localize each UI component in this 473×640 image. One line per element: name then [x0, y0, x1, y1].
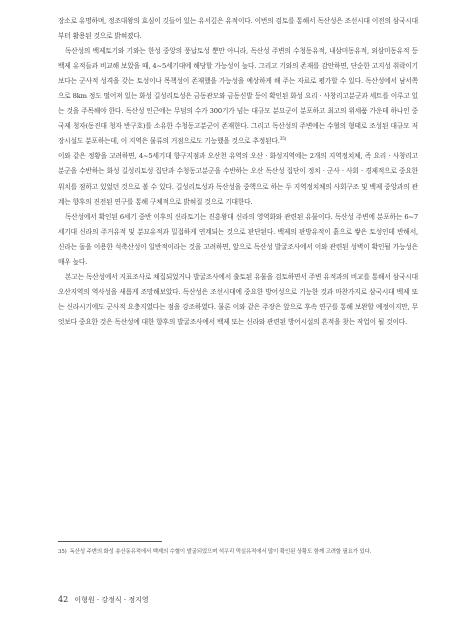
paragraph-3: 이와 같은 정황을 고려하면, 4~5세기대 향구지점과 오산천 유역의 오산 · 화성지역에는 2개의 지역정치체, 즉 요리 · 사창리고분군을 수반하는 화성 길성리토성 집단과 수청동고분군을 수반하는 오산 독산성 집단이 정치 · 군사 · 사회 · 경제적으로 중요한 위치를 점하고 있었던 것으로 볼 수 있다. 길성리토성과 독산성을 중핵으로 하는 두 지역정치체의 사회구조 및 백제 중앙과의 관계는 향후의 진전된 연구를 통해 구체적으로 밝혀질 것으로 기대한다. — [58, 152, 418, 206]
paragraph-2-text: 독산성의 백제토기와 기와는 한성 중앙의 풍납토성 뿐만 아니라, 독산성 주변의 수청동유적, 내삼미동유적, 외삼미동유적 등 백제 유적들과 비교해 보았을 때, 4~5세기대에 해당할 가능성이 높다. 그리고 기와의 존재를 감안하면, 단순한 고지성 취락이기 보다는 군사적 성격을 갖는 토성이나 목책성이 존재했을 가능성을 예상하게 해 주는 자료로 평가할 수 있다. 독산성에서 남서쪽으로 8km 정도 떨어져 있는 화성 길성리토성은 금동관모와 금동신발 등이 확인된 화성 요리 · 사창리고분군과 세트를 이루고 있는 것을 주목해야 한다. 독산성 인근에는 무덤의 수가 300기가 넘는 대규모 분묘군이 분포하고 최고의 위세품 가운데 하나인 중국제 청자(동진대 청자 반구호)를 소유한 수청동고분군이 존재한다. 그리고 독산성의 주변에는 수혈의 형태로 조성된 대규모 저장시설도 분포하는데, 이 지역은 물류의 거점으로도 기능했을 것으로 추정된다. — [58, 47, 418, 146]
footer-authors: 이형원 · 강정식 · 정지영 — [74, 596, 149, 604]
paragraph-4: 독산성에서 확인된 6세기 중반 이후의 신라토기는 진흥왕대 신라의 영역화와 관련된 유물이다. 독산성 주변에 분포하는 6~7세기대 신라의 주거유적 및 분묘유적과 밀접하게 연계되는 것으로 판단된다. 백제의 판방유적이 흙으로 쌓은 토성인데 반해서, 신라는 돌을 이용한 석축산성이 일반적이라는 것을 고려하면, 앞으로 독산성 발굴조사에서 이와 관련된 성벽이 확인될 가능성은 매우 높다. — [58, 212, 418, 266]
footnote-divider — [58, 541, 162, 542]
paragraph-1: 장소로 유명하며, 정조대왕의 효심이 깃들어 있는 유서깊은 유적이다. 이번의 검토를 통해서 독산성은 조선시대 이전의 삼국시대부터 활용된 것으로 밝혀졌다. — [58, 17, 418, 41]
footnote-number: 35) — [58, 549, 67, 555]
paragraph-2 — [58, 44, 418, 149]
page-number: 42 — [58, 595, 69, 604]
body-text — [58, 14, 418, 330]
footnote-text: 독산성 주변의 화성 송산동유적에서 백제의 수혈이 발굴되었으며 석우리 먹실유적에서 많이 확인된 상황도 함께 고려할 필요가 있다. — [69, 549, 372, 555]
paragraph-5: 본고는 독산성에서 지표조사로 채집되었거나 발굴조사에서 출토된 유물을 검토하면서 주변 유적과의 비교를 통해서 삼국시대 오산지역의 역사성을 새롭게 조망해보았다. 독산성은 조선시대에 중요한 방어성으로 기능한 것과 마찬가지로 삼국시대 백제 또는 신라시기에도 군사적 요충지였다는 점을 강조하였다. 물론 이와 같은 주장은 앞으로 후속 연구를 통해 보완할 예정이지만, 무엇보다 중요한 것은 독산성에 대한 향후의 발굴조사에서 백제 또는 신라와 관련된 방어시설의 흔적을 찾는 작업이 될 것이다. — [58, 272, 418, 326]
footnote-ref[interactable]: 35) — [279, 136, 287, 142]
running-footer — [58, 595, 149, 605]
footnote — [58, 547, 414, 557]
